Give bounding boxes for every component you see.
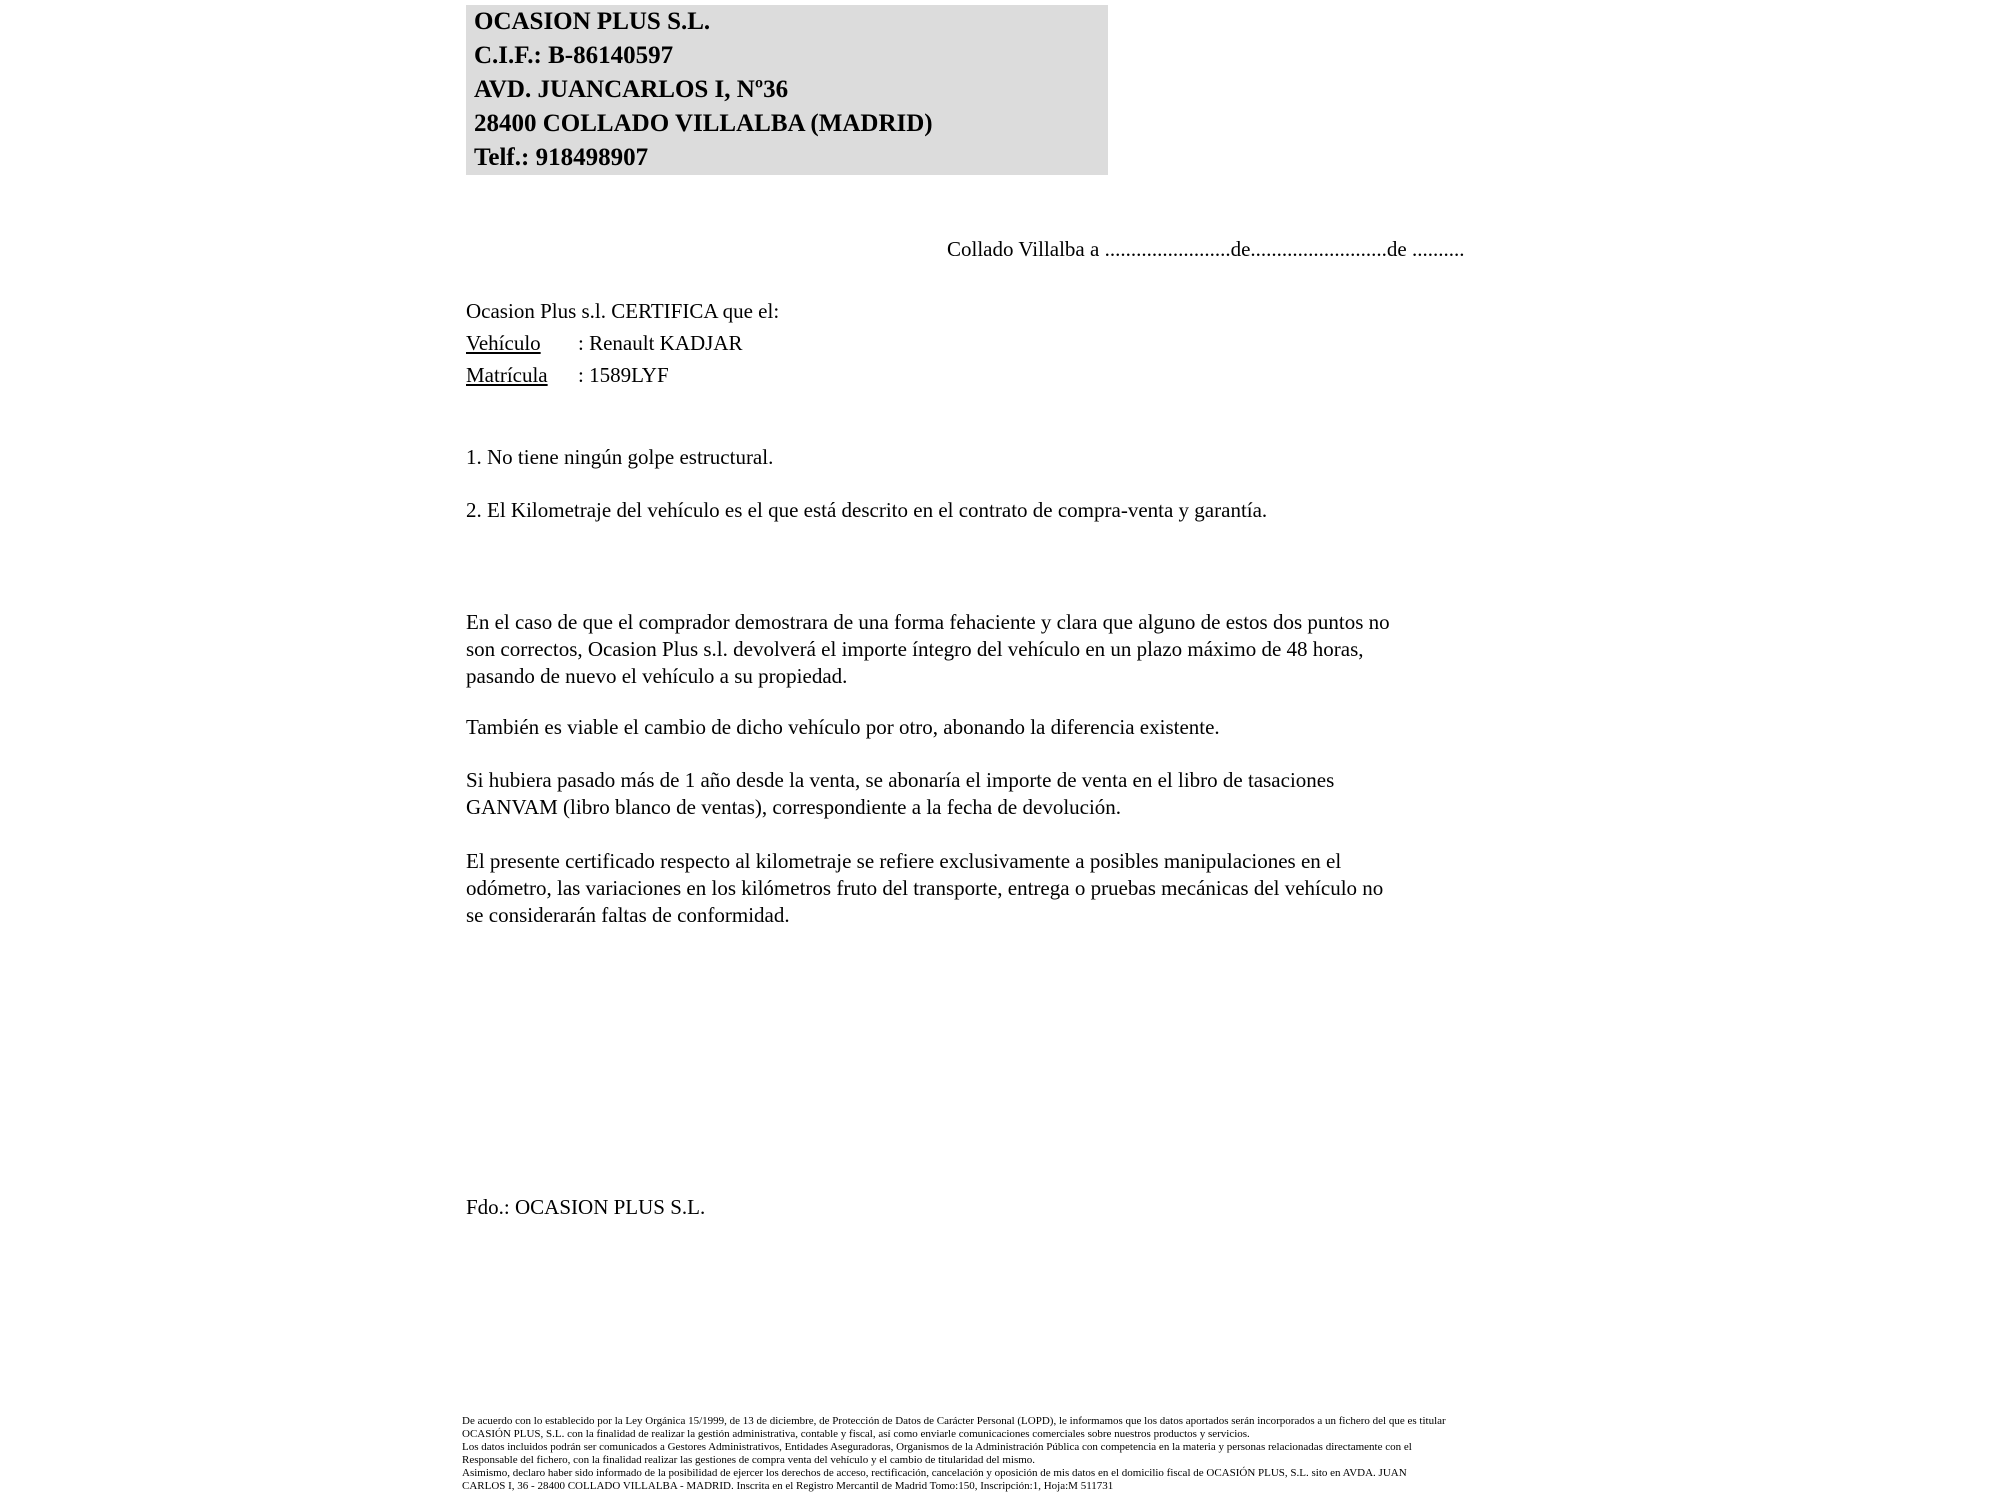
certified-point-2: 2. El Kilometraje del vehículo es el que está descrito en el contrato de compra-venta y garantía. [466,498,1268,522]
letterhead-city: 28400 COLLADO VILLALBA (MADRID) [474,110,933,137]
plate-label-cell [466,359,578,391]
certificate-intro-block [466,295,779,391]
ganvam-paragraph-line: Si hubiera pasado más de 1 año desde la venta, se abonaría el importe de venta en el libro de tasaciones [466,768,1335,792]
certifies-line: Ocasion Plus s.l. CERTIFICA que el: [466,299,780,323]
legal-footer-line: CARLOS I, 36 - 28400 COLLADO VILLALBA - MADRID. Inscrita en el Registro Mercantil de Madrid Tomo:150, Inscripción:1, Hoja:M 511731 [462,1480,1114,1492]
refund-paragraph-line: En el caso de que el comprador demostrara de una forma fehaciente y clara que alguno de estos dos puntos no [466,610,1390,634]
vehicle-label-cell [466,327,578,359]
vehicle-value: : Renault KADJAR [578,331,743,355]
refund-paragraph-line: son correctos, Ocasion Plus s.l. devolverá el importe íntegro del vehículo en un plazo máximo de 48 horas, [466,637,1364,661]
letterhead-phone: Telf.: 918498907 [474,144,649,171]
vehicle-label: Vehículo [466,331,541,355]
certified-point-1: 1. No tiene ningún golpe estructural. [466,445,774,469]
legal-footer-line: De acuerdo con lo establecido por la Ley Orgánica 15/1999, de 13 de diciembre, de Protección de Datos de Carácter Personal (LOPD), le informamos que los datos aportados serán incorporados a un fichero del que es titular [462,1415,1446,1427]
odometer-disclaimer-paragraph [466,848,1383,929]
legal-footer [462,1415,1446,1493]
letterhead-cif: C.I.F.: B-86140597 [474,42,674,69]
refund-paragraph-line: pasando de nuevo el vehículo a su propiedad. [466,664,848,688]
plate-label: Matrícula [466,363,548,387]
ganvam-paragraph-line: GANVAM (libro blanco de ventas), correspondiente a la fecha de devolución. [466,795,1122,819]
odometer-disclaimer-line: El presente certificado respecto al kilometraje se refiere exclusivamente a posibles manipulaciones en el [466,849,1342,873]
refund-paragraph [466,609,1390,690]
plate-value: : 1589LYF [578,363,669,387]
legal-footer-line: Responsable del fichero, con la finalidad realizar las gestiones de compra venta del vehículo y el cambio de titularidad del mismo. [462,1454,1036,1466]
date-fill-in-line: Collado Villalba a ........................de..........................de .......... [947,237,1465,261]
legal-footer-line: OCASIÓN PLUS, S.L. con la finalidad de realizar la gestión administrativa, contable y fiscal, así como enviarle comunicaciones comerciales sobre nuestros productos y servicios. [462,1428,1250,1440]
ganvam-paragraph [466,767,1334,821]
odometer-disclaimer-line: odómetro, las variaciones en los kilómetros fruto del transporte, entrega o pruebas mecánicas del vehículo no [466,876,1384,900]
letterhead-address: AVD. JUANCARLOS I, Nº36 [474,76,789,103]
exchange-paragraph [466,714,1220,741]
letterhead-company-name: OCASION PLUS S.L. [474,8,711,35]
vehicle-row [466,327,779,359]
legal-footer-line: Los datos incluidos podrán ser comunicados a Gestores Administrativos, Entidades Aseguradoras, Organismos de la Administración Pública con competencia en la materia y personas relacionadas directamente con el [462,1441,1412,1453]
exchange-paragraph-line: También es viable el cambio de dicho vehículo por otro, abonando la diferencia existente. [466,715,1220,739]
signature-line: Fdo.: OCASION PLUS S.L. [466,1195,706,1219]
letterhead-box [466,5,1108,175]
legal-footer-line: Asimismo, declaro haber sido informado de la posibilidad de ejercer los derechos de acceso, rectificación, cancelación y oposición de mis datos en el domicilio fiscal de OCASIÓN PLUS, S.L. sito en AVDA. JUAN [462,1467,1407,1479]
plate-row [466,359,779,391]
odometer-disclaimer-line: se considerarán faltas de conformidad. [466,903,790,927]
